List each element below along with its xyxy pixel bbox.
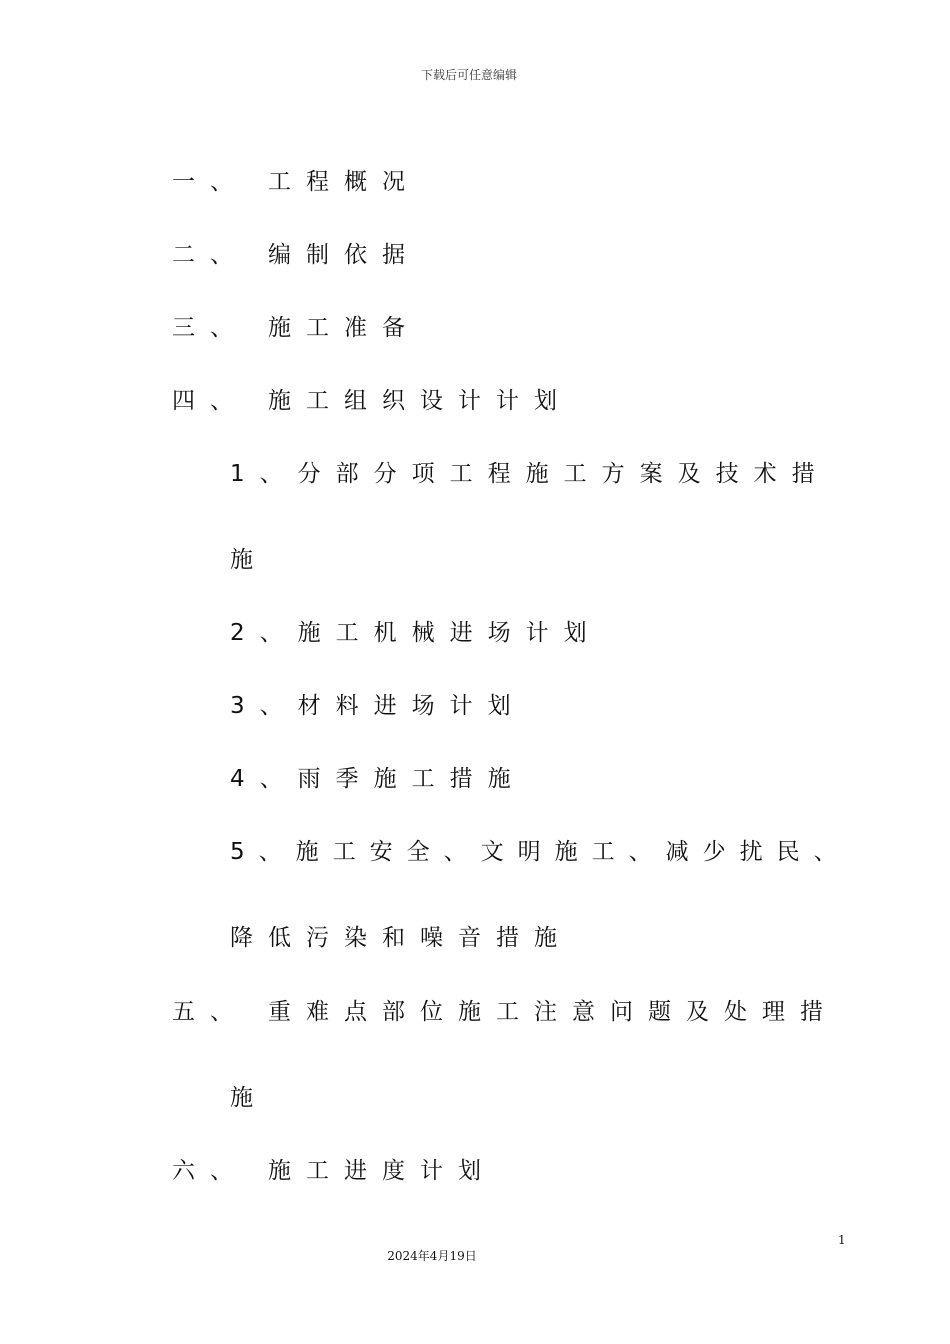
toc-subitem-number: 5、: [230, 839, 296, 865]
toc-item-3: [172, 313, 420, 343]
toc-subitem-title: 材料进场计划: [297, 693, 526, 719]
toc-subitem-5-continuation: 降低污染和噪音措施: [230, 925, 572, 951]
toc-item-number: 六、: [172, 1158, 248, 1184]
toc-item-6: [172, 1156, 496, 1186]
toc-item-title: 编制依据: [268, 242, 420, 268]
toc-item-title: 施工进度计划: [268, 1158, 496, 1184]
toc-subitem-number: 2、: [230, 620, 298, 646]
toc-item-5-continuation: 施: [230, 1085, 268, 1111]
toc-subitem-1-continuation: 施: [230, 547, 268, 573]
toc-subitem-4: [230, 764, 526, 794]
toc-item-number: 五、: [172, 999, 248, 1025]
toc-item-title: 重难点部位施工注意问题及处理措: [268, 999, 838, 1025]
toc-item-number: 四、: [172, 388, 248, 414]
toc-subitem-1: [230, 459, 830, 489]
toc-item-2: [172, 240, 420, 270]
toc-subitem-number: 1、: [230, 461, 298, 487]
toc-subitem-title: 施工安全、文明施工、减少扰民、: [295, 839, 851, 865]
toc-subitem-number: 3、: [230, 693, 298, 719]
toc-subitem-title: 施工机械进场计划: [297, 620, 602, 646]
toc-item-number: 三、: [172, 315, 248, 341]
toc-item-title: 施工组织设计计划: [268, 388, 572, 414]
toc-item-title: 工程概况: [268, 169, 420, 195]
toc-item-title: 施工准备: [268, 315, 420, 341]
page-number: 1: [838, 1233, 846, 1247]
toc-item-4: [172, 386, 572, 416]
toc-item-number: 一、: [172, 169, 248, 195]
footer-date: 2024年4月19日: [387, 1249, 477, 1263]
toc-subitem-number: 4、: [230, 766, 298, 792]
toc-item-number: 二、: [172, 242, 248, 268]
toc-subitem-2: [230, 618, 602, 648]
page-header: 下载后可任意编辑: [420, 68, 517, 82]
toc-item-5: [172, 997, 838, 1027]
toc-item-1: [172, 167, 420, 197]
toc-subitem-title: 雨季施工措施: [297, 766, 526, 792]
toc-subitem-5: [230, 837, 851, 867]
toc-subitem-title: 分部分项工程施工方案及技术措: [297, 461, 830, 487]
toc-subitem-3: [230, 691, 526, 721]
